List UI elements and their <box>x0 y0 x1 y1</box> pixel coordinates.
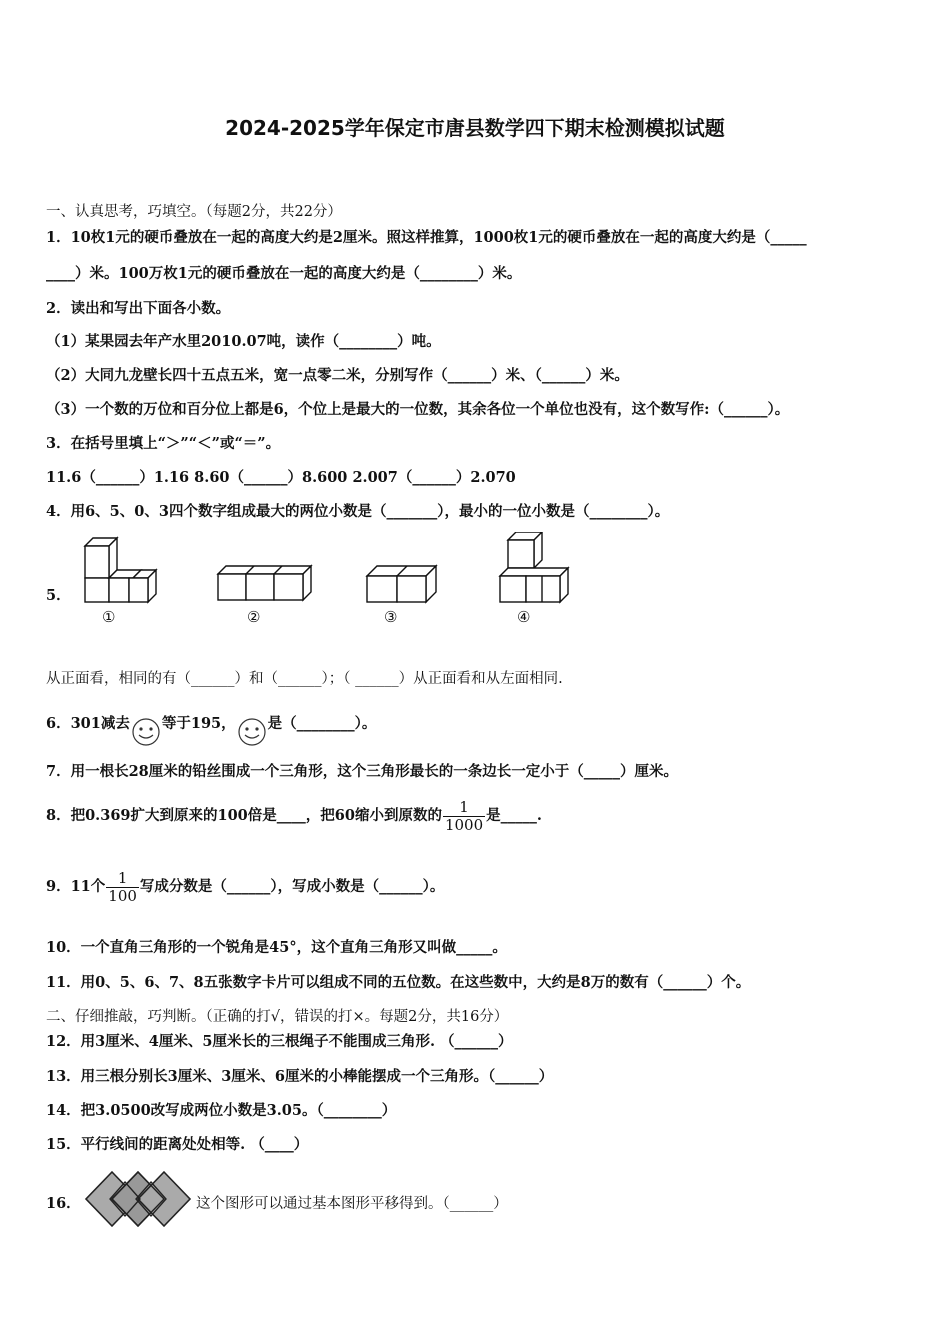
q6-part-c: 是（________）。 <box>267 715 377 732</box>
figure-4 <box>500 532 568 602</box>
question-5-number: 5． <box>46 587 71 604</box>
diamond-pattern <box>82 1170 194 1228</box>
fraction-numerator: 1 <box>117 869 128 887</box>
smiley-icon <box>236 718 268 748</box>
question-2-2: （2）大同九龙壁长四十五点五米，宽一点零二米，分别写作（______）米、（______）米。 <box>46 367 629 384</box>
question-1-line-2: ____）米。100万枚1元的硬币叠放在一起的高度大约是（________）米。 <box>46 265 522 282</box>
q6-part-a: 6．301减去 <box>46 715 130 732</box>
question-10: 10．一个直角三角形的一个锐角是45°，这个直角三角形又叫做_____。 <box>46 939 507 956</box>
question-6 <box>46 700 376 748</box>
figure-3 <box>367 566 436 602</box>
question-11: 11．用0、5、6、7、8五张数字卡片可以组成不同的五位数。在这些数中，大约是8万的数有（______）个。 <box>46 974 751 991</box>
fraction-1-1000 <box>443 799 485 833</box>
q9-part-a: 9．11个 <box>46 878 106 895</box>
question-13: 13．用三根分别长3厘米、3厘米、6厘米的小棒能摆成一个三角形。（______） <box>46 1068 554 1085</box>
figure-1 <box>85 538 156 602</box>
fraction-denominator: 100 <box>108 886 137 905</box>
question-14: 14．把3.0500改写成两位小数是3.05。（________） <box>46 1102 397 1119</box>
cube-figures <box>80 532 580 632</box>
question-2-3: （3）一个数的万位和百分位上都是6，个位上是最大的一位数，其余各位一个单位也没有，这个数写作:（______）。 <box>46 401 790 418</box>
figure-label-3: ③ <box>384 608 398 626</box>
question-5-text: 从正面看，相同的有（______）和（______）；（ ______）从正面看和从左面相同. <box>46 671 563 687</box>
figure-2 <box>218 566 311 600</box>
question-2-1: （1）某果园去年产水里2010.07吨，读作（________）吨。 <box>46 333 441 350</box>
q6-part-b: 等于195， <box>161 715 236 732</box>
section-1-heading: 一、认真思考，巧填空。（每题2分，共22分） <box>46 204 342 220</box>
page-title: 2024-2025学年保定市唐县数学四下期末检测模拟试题 <box>225 116 725 140</box>
question-1-line-1: 1．10枚1元的硬币叠放在一起的高度大约是2厘米。照这样推算，1000枚1元的硬币叠放在一起的高度大约是（_____ <box>46 229 807 246</box>
question-3: 3．在括号里填上“＞”“＜”或“＝”。 <box>46 435 281 452</box>
question-2: 2．读出和写出下面各小数。 <box>46 300 231 317</box>
question-9 <box>46 855 444 919</box>
question-12: 12．用3厘米、4厘米、5厘米长的三根绳子不能围成三角形. （______） <box>46 1033 513 1050</box>
q8-part-a: 8．把0.369扩大到原来的100倍是____，把60缩小到原数的 <box>46 807 442 824</box>
question-7: 7．用一根长28厘米的铅丝围成一个三角形，这个三角形最长的一条边长一定小于（_____）厘米。 <box>46 763 679 780</box>
fraction-1-100 <box>106 870 139 904</box>
smiley-icon <box>130 718 162 748</box>
fraction-numerator: 1 <box>459 798 469 816</box>
q9-part-b: 写成分数是（______），写成小数是（______）。 <box>139 878 445 895</box>
q8-part-b: 是_____. <box>486 807 542 824</box>
question-16-number: 16． <box>46 1195 81 1212</box>
figure-label-2: ② <box>247 608 261 626</box>
question-16-text: 这个图形可以通过基本图形平移得到。（______） <box>196 1196 508 1212</box>
question-3-items: 11.6（______）1.16 8.60（______）8.600 2.007（______）2.070 <box>46 469 516 486</box>
question-8 <box>46 792 542 840</box>
section-2-heading: 二、仔细推敲，巧判断。（正确的打√，错误的打×。每题2分，共16分） <box>46 1009 509 1025</box>
figure-label-4: ④ <box>517 608 531 626</box>
question-15: 15．平行线间的距离处处相等. （____） <box>46 1136 309 1153</box>
fraction-denominator: 1000 <box>444 815 484 834</box>
figure-label-1: ① <box>102 608 116 626</box>
question-4: 4．用6、5、0、3四个数字组成最大的两位小数是（_______），最小的一位小数是（________）。 <box>46 503 670 520</box>
